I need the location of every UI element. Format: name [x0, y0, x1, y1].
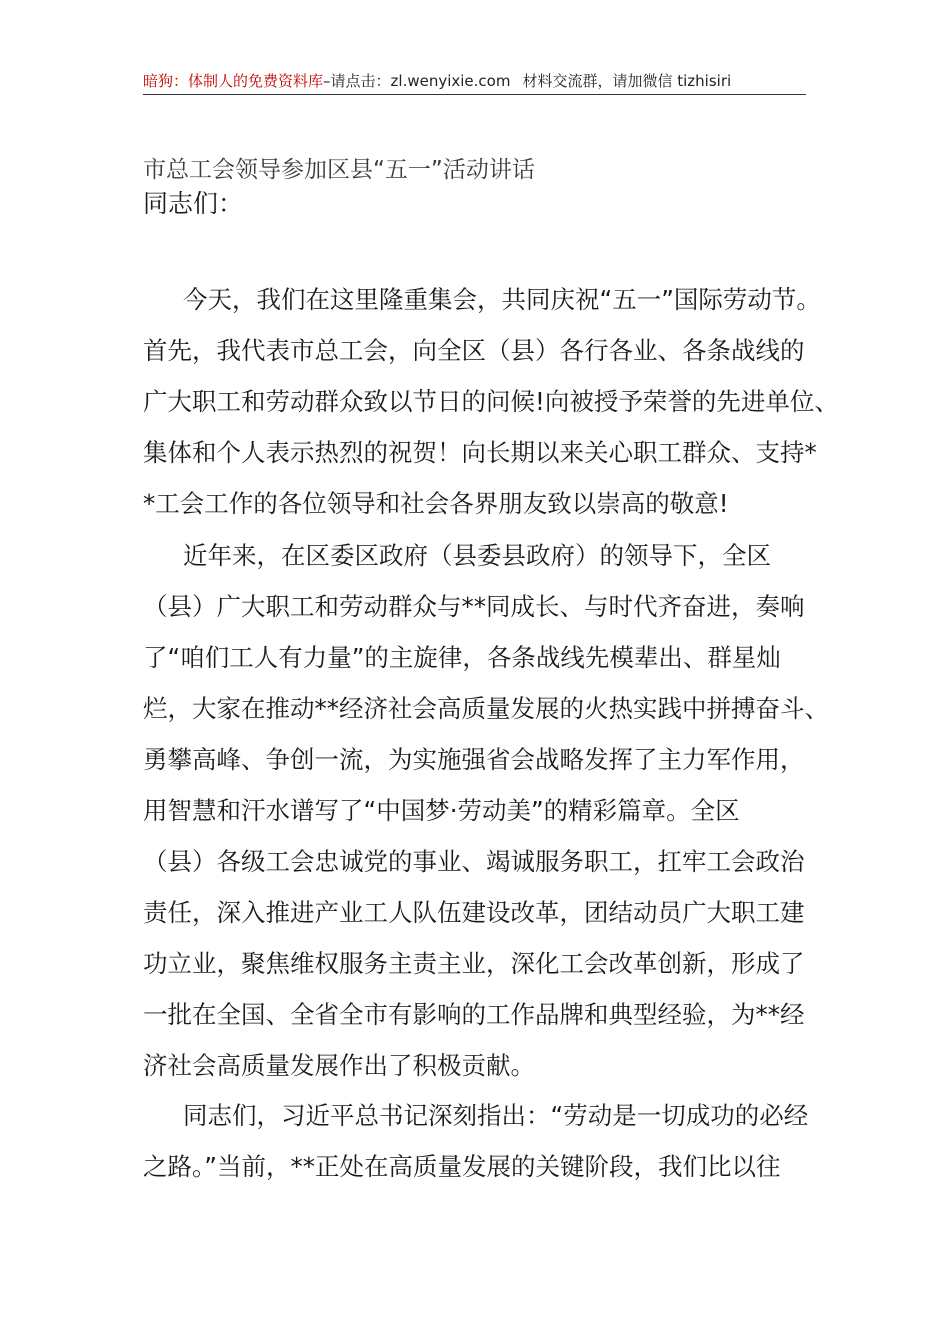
- paragraph-line: 今天，我们在这里隆重集会，共同庆祝“五一”国际劳动节。: [183, 285, 821, 314]
- header-click-label: –请点击：: [323, 72, 391, 90]
- paragraph-line: （县）广大职工和劳动群众与**同成长、与时代齐奋进，奏响: [143, 592, 805, 621]
- paragraph-line: 勇攀高峰、争创一流，为实施强省会战略发挥了主力军作用，: [143, 745, 805, 774]
- paragraph-line: 集体和个人表示热烈的祝贺！向长期以来关心职工群众、支持*: [143, 438, 817, 467]
- paragraph-line: 同志们，习近平总书记深刻指出：“劳动是一切成功的必经: [183, 1101, 809, 1130]
- header-url-link[interactable]: zl.wenyixie.com: [390, 72, 511, 90]
- paragraph-line: （县）各级工会忠诚党的事业、竭诚服务职工，扛牢工会政治: [143, 847, 805, 876]
- paragraph-line: 责任，深入推进产业工人队伍建设改革，团结动员广大职工建: [143, 898, 805, 927]
- paragraph-line: 之路。”当前，**正处在高质量发展的关键阶段，我们比以往: [143, 1152, 781, 1181]
- paragraph-1: [143, 274, 839, 529]
- salutation: 同志们：: [143, 189, 244, 218]
- paragraph-line: 济社会高质量发展作出了积极贡献。: [143, 1051, 535, 1080]
- page-header: [143, 70, 806, 95]
- paragraph-2: [143, 530, 829, 1091]
- paragraph-line: 一批在全国、全省全市有影响的工作品牌和典型经验，为**经: [143, 1000, 805, 1029]
- paragraph-line: 广大职工和劳动群众致以节日的问候!向被授予荣誉的先进单位、: [143, 387, 839, 416]
- paragraph-line: 了“咱们工人有力量”的主旋律，各条战线先模辈出、群星灿: [143, 643, 781, 672]
- paragraph-3: [143, 1090, 808, 1192]
- paragraph-line: 首先，我代表市总工会，向全区（县）各行各业、各条战线的: [143, 336, 805, 365]
- document-title: 市总工会领导参加区县“五一”活动讲话: [143, 157, 535, 183]
- paragraph-line: 烂，大家在推动**经济社会高质量发展的火热实践中拼搏奋斗、: [143, 694, 829, 723]
- header-brand: 暗狗：体制人的免费资料库: [143, 72, 324, 90]
- paragraph-line: *工会工作的各位领导和社会各界朋友致以崇高的敬意!: [143, 489, 729, 518]
- paragraph-line: 功立业，聚焦维权服务主责主业，深化工会改革创新，形成了: [143, 949, 805, 978]
- header-group-note: 材料交流群，请加微信 tizhisiri: [522, 72, 732, 90]
- paragraph-line: 用智慧和汗水谱写了“中国梦·劳动美”的精彩篇章。全区: [143, 796, 740, 825]
- paragraph-line: 近年来，在区委区政府（县委县政府）的领导下，全区: [183, 541, 771, 570]
